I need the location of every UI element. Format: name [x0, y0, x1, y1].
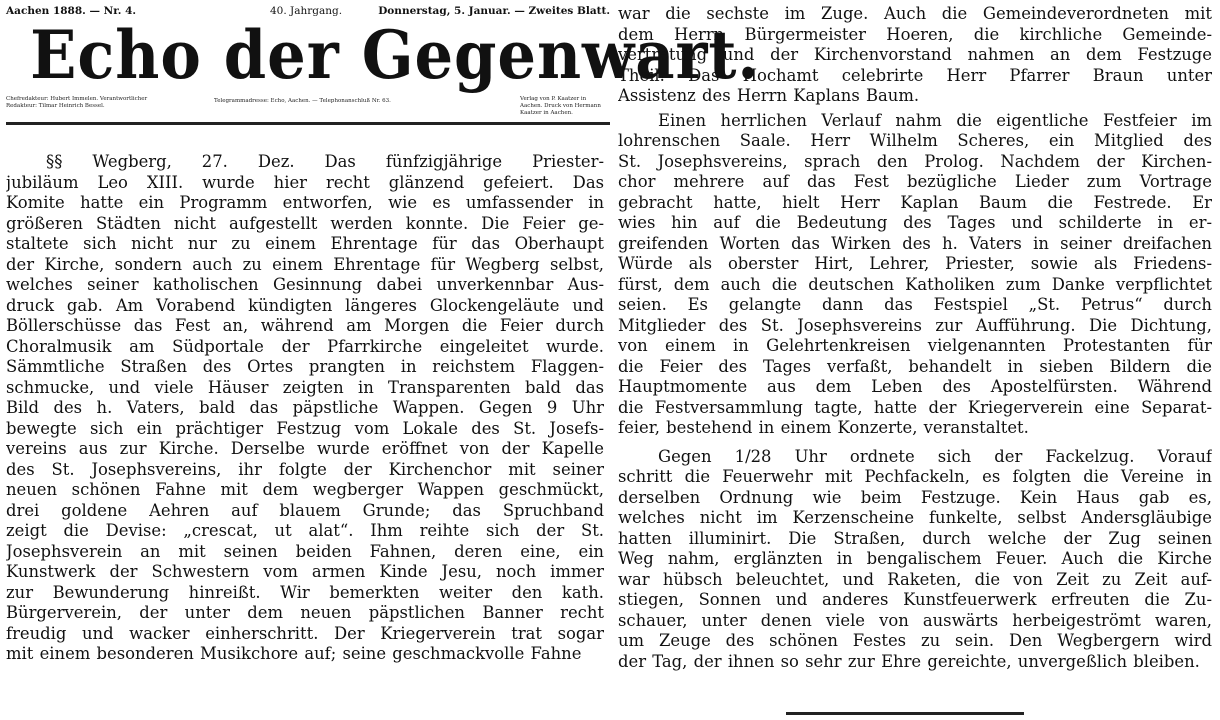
article-column-right: [618, 4, 1212, 672]
text-line: zeigt die Devise: „crescat, ut alat“. Ihm reihte sich der St.: [6, 521, 604, 540]
text-line: Bürgerverein, der unter dem neuen päpstlichen Banner recht: [6, 603, 604, 622]
text-line: Weg nahm, erglänzten in bengalischem Feuer. Auch die Kirche: [618, 549, 1212, 568]
text-line: der Kirche, sondern auch zu einem Ehrentage für Wegberg selbst,: [6, 254, 604, 274]
text-line: staltete sich nicht nur zu einem Ehrentage für das Oberhaupt: [6, 234, 604, 253]
text-line: Gegen 1/28 Uhr ordnete sich der Fackelzug. Vorauf: [658, 446, 1212, 466]
masthead-rule: [6, 122, 610, 125]
text-line: jubiläum Leo XIII. wurde hier recht glänzend gefeiert. Das: [6, 172, 604, 192]
text-line: Theil. Das Hochamt celebrirte Herr Pfarrer Braun unter: [618, 65, 1212, 85]
text-line: Choralmusik am Südportale der Pfarrkirche eingeleitet wurde.: [6, 336, 604, 356]
text-line: fürst, dem auch die deutschen Katholiken zum Danke verpflichtet: [618, 274, 1212, 294]
text-line: druck gab. Am Vorabend kündigten längeres Glockengeläute und: [6, 295, 604, 315]
text-line: größeren Städten nicht aufgestellt werden konnte. Die Feier ge-: [6, 213, 604, 233]
text-line: hatten illuminirt. Die Straßen, durch welche der Zug seinen: [618, 528, 1212, 548]
text-line: Komite hatte ein Programm entworfen, wie es umfassender in: [6, 193, 604, 212]
volume-number: 40. Jahrgang.: [270, 5, 343, 17]
text-line: drei goldene Aehren auf blauem Grunde; das Spruchband: [6, 500, 604, 520]
text-line: Würde als oberster Hirt, Lehrer, Priester, sowie als Friedens-: [618, 254, 1212, 273]
text-line: feier, bestehend in einem Konzerte, veranstaltet.: [618, 418, 1029, 437]
text-line: schritt die Feuerwehr mit Pechfackeln, es folgten die Vereine in: [618, 467, 1212, 486]
text-line: zur Bewunderung hinreißt. Wir bemerkten weiter den kath.: [6, 582, 604, 602]
text-line: die Festversammlung tagte, hatte der Kriegerverein eine Separat-: [618, 397, 1212, 417]
text-line: greifenden Worten das Wirken des h. Vaters in seiner dreifachen: [618, 233, 1212, 253]
text-line: die Feier des Tages verfaßt, behandelt in sieben Bildern die: [618, 356, 1212, 376]
text-line: mit einem besonderen Musikchore auf; seine geschmackvolle Fahne: [6, 644, 582, 663]
text-line: Kunstwerk der Schwestern vom armen Kinde Jesu, noch immer: [6, 562, 604, 581]
text-line: welches seiner katholischen Gesinnung dabei unverkennbar Aus-: [6, 275, 604, 294]
text-line: welches nicht im Kerzenscheine funkelte, selbst Andersgläubige: [618, 508, 1212, 527]
text-line: schauer, unter denen viele von auswärts herbeigeströmt waren,: [618, 610, 1212, 630]
text-line: dem Herrn Bürgermeister Hoeren, die kirchliche Gemeinde-: [618, 24, 1212, 44]
text-line: wies hin auf die Bedeutung des Tages und schilderte in er-: [618, 213, 1212, 232]
issue-date: Donnerstag, 5. Januar. — Zweites Blatt.: [378, 5, 610, 17]
editors-line: Chefredakteur: Hubert Immelen. Verantwortlicher Redakteur: Tilmar Heinrich Bessel.: [6, 96, 148, 109]
text-line: stiegen, Sonnen und anderes Kunstfeuerwerk erfreuten die Zu-: [618, 590, 1212, 609]
text-line: gebracht hatte, hielt Herr Kaplan Baum die Festrede. Er: [618, 192, 1212, 212]
text-line: lohrenschen Saale. Herr Wilhelm Scheres, ein Mitglied des: [618, 131, 1212, 150]
text-line: bewegte sich ein prächtiger Festzug vom Lokale des St. Josefs-: [6, 418, 604, 438]
text-line: vertretung und der Kirchenvorstand nahmen an dem Festzuge: [618, 45, 1212, 64]
text-line: Bild des h. Vaters, bald das päpstliche Wappen. Gegen 9 Uhr: [6, 398, 604, 417]
end-rule: [786, 712, 1024, 715]
text-line: freudig und wacker einherschritt. Der Kriegerverein trat sogar: [6, 623, 604, 643]
text-line: Hauptmomente aus dem Leben des Apostelfürsten. Während: [618, 377, 1212, 396]
text-line: war hübsch beleuchtet, und Raketen, die von Zeit zu Zeit auf-: [618, 569, 1212, 589]
text-line: Böllerschüsse das Fest an, während am Morgen die Feier durch: [6, 316, 604, 335]
text-line: St. Josephsvereins, sprach den Prolog. Nachdem der Kirchen-: [618, 151, 1212, 171]
text-line: derselben Ordnung wie beim Festzuge. Kein Haus gab es,: [618, 487, 1212, 507]
text-line: schmucke, und viele Häuser zeigten in Transparenten bald das: [6, 377, 604, 397]
article-column-left: [6, 152, 604, 665]
publisher-line: Verlag von P. Kaatzer in Aachen. Druck von Hermann Kaatzer in Aachen.: [520, 96, 601, 116]
text-line: neuen schönen Fahne mit dem wegberger Wappen geschmückt,: [6, 480, 604, 499]
telegram-line: Telegrammadresse: Echo, Aachen. — Telephonanschluß Nr. 63.: [214, 98, 391, 104]
masthead: [6, 4, 760, 122]
text-line: von einem in Gelehrtenkreisen vielgenannten Protestanten für: [618, 336, 1212, 355]
text-line: war die sechste im Zuge. Auch die Gemeindeverordneten mit: [618, 4, 1212, 23]
text-line: Einen herrlichen Verlauf nahm die eigentliche Festfeier im: [658, 110, 1212, 130]
text-line: Josephsverein an mit seinen beiden Fahnen, deren eine, ein: [6, 541, 604, 561]
text-line: Assistenz des Herrn Kaplans Baum.: [618, 86, 920, 105]
text-line: chor mehrere auf das Fest bezügliche Lieder zum Vortrage: [618, 172, 1212, 191]
newspaper-title: Echo der Gegenwart.: [30, 16, 760, 94]
text-line: Mitglieder des St. Josephsvereins zur Aufführung. Die Dichtung,: [618, 315, 1212, 335]
text-line: Sämmtliche Straßen des Ortes prangten in reichstem Flaggen-: [6, 357, 604, 376]
text-line: vereins aus zur Kirche. Derselbe wurde eröffnet von der Kapelle: [6, 439, 604, 458]
masthead-imprint: [6, 96, 610, 118]
text-line: seien. Es gelangte dann das Festspiel „St. Petrus“ durch: [618, 295, 1212, 314]
issue-number: Aachen 1888. — Nr. 4.: [6, 5, 137, 17]
text-line: der Tag, der ihnen so sehr zur Ehre gereichte, unvergeßlich bleiben.: [618, 651, 1200, 671]
text-line: um Zeuge des schönen Festes zu sein. Den Wegbergern wird: [618, 631, 1212, 650]
text-line: §§ Wegberg, 27. Dez. Das fünfzigjährige Priester-: [46, 152, 604, 171]
text-line: des St. Josephsvereins, ihr folgte der Kirchenchor mit seiner: [6, 459, 604, 479]
